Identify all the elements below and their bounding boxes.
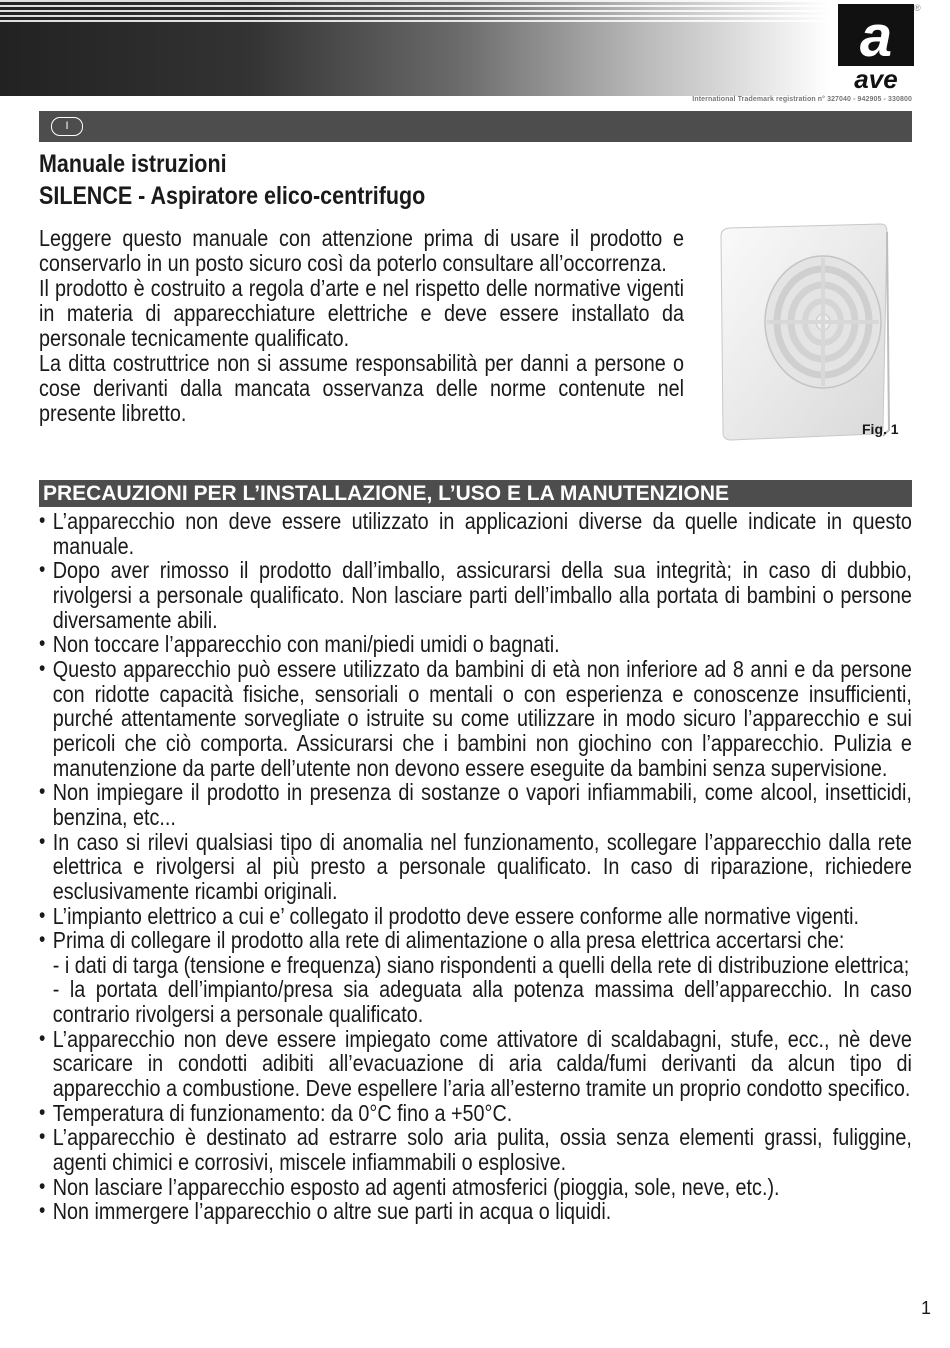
logo-letter: a	[859, 4, 893, 69]
list-item-text: L’apparecchio è destinato ad estrarre solo aria pulita, ossia senza elementi grassi, fuliggine, agenti chimici e corrosivi, miscele infiammabili o esplosive.	[52, 1124, 912, 1176]
registered-mark: ®	[914, 3, 921, 13]
list-item	[39, 904, 912, 929]
page-title	[39, 148, 425, 212]
list-item-text: Non impiegare il prodotto in presenza di sostanze o vapori infiammabili, come alcool, insetticidi, benzina, etc...	[52, 779, 912, 830]
precautions-list	[39, 509, 912, 1224]
ave-logo	[838, 4, 914, 90]
list-item-text: Non lasciare l’apparecchio esposto ad agenti atmosferici (pioggia, sole, neve, etc.).	[52, 1173, 780, 1200]
list-item-text: L’impianto elettrico a cui e’ collegato il prodotto deve essere conforme alle normative vigenti.	[52, 902, 860, 929]
list-item	[39, 1125, 912, 1174]
list-item-text: Temperatura di funzionamento: da 0°C fino a +50°C.	[52, 1099, 513, 1126]
list-item-text: Prima di collegare il prodotto alla rete di alimentazione o alla presa elettrica accertarsi che:	[52, 927, 845, 954]
title-line-2: SILENCE - Aspiratore elico-centrifugo	[39, 182, 426, 210]
list-item	[39, 1027, 912, 1101]
list-item	[39, 1175, 912, 1200]
intro-paragraph: Il prodotto è costruito a regola d’arte e nel rispetto delle normative vigenti in materia di apparecchiature elettriche e deve essere installato da personale tecnicamente qualificato.	[39, 275, 684, 351]
intro-text	[39, 226, 684, 426]
fan-product-image	[705, 222, 890, 447]
intro-paragraph: Leggere questo manuale con attenzione prima di usare il prodotto e conservarlo in un posto sicuro così da poterlo consultare all’occorrenza.	[39, 225, 684, 276]
list-item-text: Non toccare l’apparecchio con mani/piedi umidi o bagnati.	[52, 631, 560, 658]
language-bar	[39, 111, 912, 142]
list-item-text: Non immergere l’apparecchio o altre sue parti in acqua o liquidi.	[52, 1198, 612, 1225]
language-badge: I	[51, 117, 83, 136]
bullet-icon: •	[39, 656, 46, 680]
bullet-icon: •	[39, 509, 46, 532]
bullet-icon: •	[39, 1174, 46, 1198]
bullet-icon: •	[39, 1026, 46, 1050]
bullet-icon: •	[39, 928, 46, 952]
list-item	[39, 657, 912, 780]
bullet-icon: •	[39, 903, 46, 927]
bullet-icon: •	[39, 780, 46, 804]
list-item	[39, 558, 912, 632]
section-heading: PRECAUZIONI PER L’INSTALLAZIONE, L’USO E LA MANUTENZIONE	[43, 482, 730, 505]
list-item	[39, 928, 912, 1027]
bullet-icon: •	[39, 829, 46, 853]
page-number: 1	[921, 1298, 932, 1318]
bullet-icon: •	[39, 558, 46, 582]
list-item-text: L’apparecchio non deve essere utilizzato in applicazioni diverse da quelle indicate in questo manuale.	[52, 508, 912, 559]
header-stripe-lines	[0, 0, 830, 22]
list-item-text: Dopo aver rimosso il prodotto dall’imballo, assicurarsi della sua integrità; in caso di dubbio, rivolgersi a personale qualificato. Non lasciare parti dell’imballo alla portata di bambini o persone diversamente abili.	[52, 557, 912, 633]
list-item-text: L’apparecchio non deve essere impiegato come attivatore di scaldabagni, stufe, ecc., nè deve scaricare in condotti adibiti all’evacuazione di aria calda/fumi derivanti da alcun tipo di apparecchio a combustione. Deve espellere l’aria all’esterno tramite un proprio condotto specifico.	[52, 1025, 912, 1102]
trademark-registration: International Trademark registration n° 327040 - 942905 - 330800	[692, 96, 912, 103]
list-item	[39, 830, 912, 904]
list-item	[39, 780, 912, 829]
figure-label: Fig. 1	[862, 421, 899, 437]
bullet-icon: •	[39, 1199, 46, 1223]
logo-name: ave	[854, 64, 898, 90]
bullet-icon: •	[39, 632, 46, 656]
list-item	[39, 509, 912, 558]
bullet-icon: •	[39, 1125, 46, 1149]
list-item	[39, 1101, 912, 1126]
section-heading-bar	[39, 480, 912, 507]
intro-paragraph: La ditta costruttrice non si assume responsabilità per danni a persone o cose derivanti dalla mancata osservanza delle norme contenute nel presente libretto.	[39, 350, 684, 426]
list-item	[39, 1199, 912, 1224]
title-line-1: Manuale istruzioni	[39, 150, 227, 178]
list-subitem: - la portata dell’impianto/presa sia adeguata alla potenza massima dell’apparecchio. In caso contrario rivolgersi a personale qualificato.	[52, 976, 912, 1028]
list-item-text: In caso si rilevi qualsiasi tipo di anomalia nel funzionamento, scollegare l’apparecchio dalla rete elettrica e rivolgersi al più presto a personale qualificato. In caso di riparazione, richiedere esclusivamente ricambi originali.	[52, 828, 912, 904]
list-item-text: Questo apparecchio può essere utilizzato da bambini di età non inferiore ad 8 anni e da persone con ridotte capacità fisiche, sensoriali o mentali o con esperienza e conoscenze insufficienti, purché attentamente sorvegliate o istruite su come utilizzare in modo sicuro l’apparecchio e sui pericoli che ciò comporta. Assicurarsi che i bambini non giochino con l’apparecchio. Pulizia e manutenzione da parte dell’utente non devono essere eseguite da bambini senza supervisione.	[52, 655, 912, 781]
bullet-icon: •	[39, 1100, 46, 1124]
list-subitem: - i dati di targa (tensione e frequenza) siano rispondenti a quelli della rete di distribuzione elettrica;	[52, 951, 910, 978]
list-item	[39, 632, 912, 657]
